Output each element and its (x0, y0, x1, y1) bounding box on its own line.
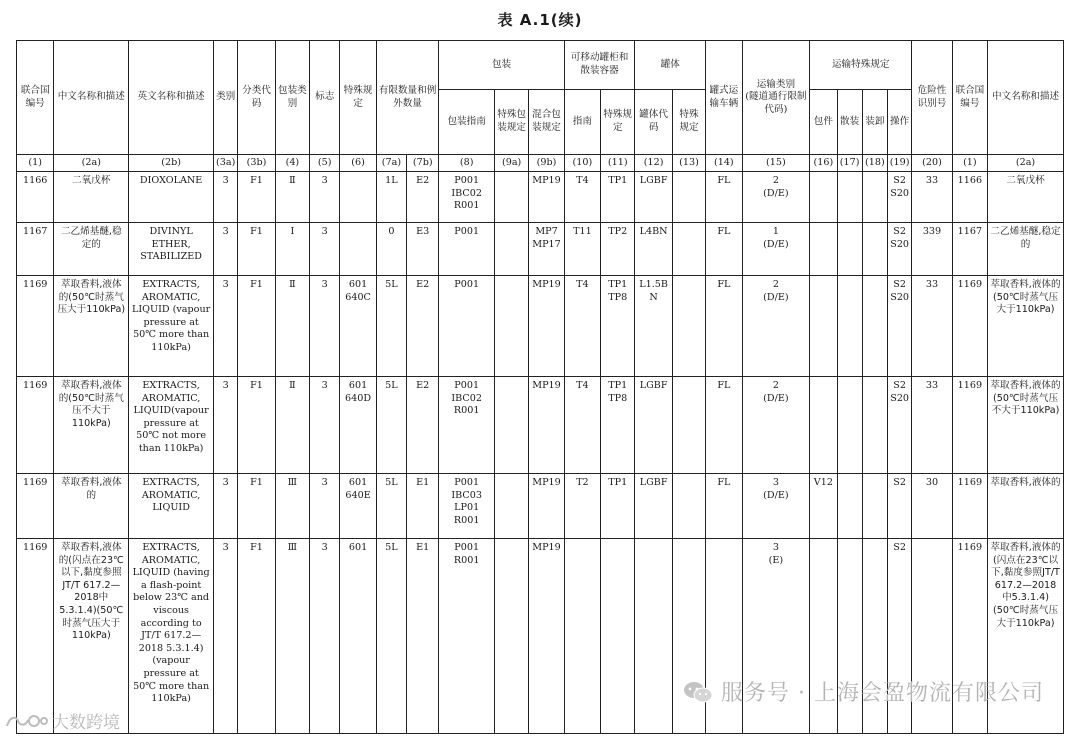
wechat-watermark (683, 676, 1044, 707)
portable-special-cell: TP2 (601, 223, 635, 276)
excepted-qty-cell: E2 (407, 172, 439, 223)
vehicle-cell: FL (706, 276, 742, 377)
header-portable-instruction: 指南 (564, 90, 600, 155)
ts-bulk-cell (837, 377, 862, 474)
mixed-packing-cell: MP19 (529, 276, 564, 377)
un-cell: 1169 (17, 474, 54, 539)
label-cell: 3 (310, 276, 340, 377)
header-pack-instruction: 包装指南 (439, 90, 495, 155)
pack-group-cell: Ⅱ (275, 276, 309, 377)
header-cn-name-right: 中文名称和描述 (988, 41, 1064, 155)
pack-group-cell: Ⅱ (275, 172, 309, 223)
ts-packages-cell (810, 223, 837, 276)
cn-name-cell: 二氧戊杯 (54, 172, 129, 223)
ts-loading-cell (862, 223, 887, 276)
ts-bulk-cell (837, 474, 862, 539)
class-cell: 3 (214, 474, 238, 539)
portable-special-cell: TP1 (601, 474, 635, 539)
un-cell: 1169 (17, 539, 54, 734)
tank-special-cell (672, 172, 705, 223)
en-name-cell: EXTRACTS, AROMATIC, LIQUID (having a flash-point below 23℃ and viscous according to JT/T 617.2—2018 5.3.1.4) (vapour pressure at 50℃ more than 110kPa) (129, 539, 214, 734)
special-provision-cell: 601 640C (340, 276, 376, 377)
cn-name-cell: 萃取香料,液体的(50℃时蒸气压不大于110kPa) (54, 377, 129, 474)
header-pack-group: 包装类别 (275, 41, 309, 155)
header-hazard-id: 危险性识别号 (912, 41, 952, 155)
ts-operation-cell: S2 (888, 474, 912, 539)
ts-loading-cell (862, 172, 887, 223)
pack-group-cell: Ⅰ (275, 223, 309, 276)
hazard-id-cell: 33 (912, 377, 952, 474)
en-name-cell: EXTRACTS, AROMATIC, LIQUID (vapour pressure at 50℃ more than 110kPa) (129, 276, 214, 377)
col-number: (8) (439, 155, 495, 172)
table-row (17, 276, 1064, 377)
cn-name-cell: 萃取香料,液体的(闪点在23℃以下,黏度参照JT/T 617.2—2018中5.3.1.4)(50℃时蒸气压大于110kPa) (54, 539, 129, 734)
un-right-cell: 1169 (952, 377, 987, 474)
portable-instruction-cell (564, 539, 600, 734)
special-provision-cell (340, 172, 376, 223)
header-limited-quantity: 有限数量和例外数量 (376, 41, 439, 155)
class-cell: 3 (214, 223, 238, 276)
tunnel-code-label: (隧道通行限制代码) (745, 91, 807, 115)
col-number: (10) (564, 155, 600, 172)
ts-loading-cell (862, 276, 887, 377)
cn-name-right-cell: 萃取香料,液体的(闪点在23℃以下,黏度参照JT/T 617.2—2018中5.3.1.4)(50℃时蒸气压大于110kPa) (988, 539, 1064, 734)
ts-operation-cell: S2 S20 (888, 276, 912, 377)
special-packing-cell (494, 223, 528, 276)
excepted-qty-cell: E2 (407, 276, 439, 377)
class-cell: 3 (214, 377, 238, 474)
col-number: (14) (706, 155, 742, 172)
class-code-cell: F1 (238, 377, 275, 474)
transport-category-value: 2 (772, 279, 779, 290)
ts-loading-cell (862, 377, 887, 474)
mixed-packing-cell: MP19 (529, 172, 564, 223)
ts-bulk-cell (837, 223, 862, 276)
col-number: (19) (888, 155, 912, 172)
pack-group-cell: Ⅲ (275, 474, 309, 539)
portable-instruction-cell: T4 (564, 377, 600, 474)
tank-code-cell: LGBF (635, 377, 672, 474)
portable-instruction-cell: T4 (564, 172, 600, 223)
class-code-cell: F1 (238, 223, 275, 276)
col-number: (1) (952, 155, 987, 172)
cn-name-right-cell: 萃取香料,液体的 (988, 474, 1064, 539)
col-number: (12) (635, 155, 672, 172)
col-number: (4) (275, 155, 309, 172)
col-number: (9b) (529, 155, 564, 172)
header-cn-name: 中文名称和描述 (54, 41, 129, 155)
label-cell: 3 (310, 539, 340, 734)
excepted-qty-cell: E3 (407, 223, 439, 276)
header-special-provisions: 特殊规定 (340, 41, 376, 155)
portable-special-cell: TP1 TP8 (601, 377, 635, 474)
class-code-cell: F1 (238, 474, 275, 539)
dangerous-goods-table (16, 40, 1064, 734)
tank-code-cell: LGBF (635, 474, 672, 539)
special-provision-cell: 601 (340, 539, 376, 734)
special-packing-cell (494, 377, 528, 474)
portable-special-cell: TP1 (601, 172, 635, 223)
transport-category-cell (742, 474, 810, 539)
transport-category-cell (742, 172, 810, 223)
special-provision-cell (340, 223, 376, 276)
special-packing-cell (494, 539, 528, 734)
col-number: (11) (601, 155, 635, 172)
un-cell: 1166 (17, 172, 54, 223)
header-portable-special: 特殊规定 (601, 90, 635, 155)
header-un-no: 联合国编号 (17, 41, 54, 155)
header-ts-packages: 包件 (810, 90, 837, 155)
transport-category-cell (742, 377, 810, 474)
table-row (17, 474, 1064, 539)
ts-operation-cell: S2 (888, 539, 912, 734)
special-packing-cell (494, 276, 528, 377)
excepted-qty-cell: E2 (407, 377, 439, 474)
tunnel-code-value: (D/E) (763, 489, 789, 501)
ts-operation-cell: S2 S20 (888, 377, 912, 474)
tunnel-code-value: (D/E) (763, 291, 789, 303)
cn-name-right-cell: 萃取香料,液体的(50℃时蒸气压不大于110kPa) (988, 377, 1064, 474)
class-code-cell: F1 (238, 276, 275, 377)
portable-instruction-cell: T2 (564, 474, 600, 539)
mixed-packing-cell: MP7 MP17 (529, 223, 564, 276)
tank-code-cell (635, 539, 672, 734)
pack-instruction-cell: P001 (439, 276, 495, 377)
table-row (17, 223, 1064, 276)
hazard-id-cell: 30 (912, 474, 952, 539)
table-row (17, 377, 1064, 474)
limited-qty-cell: 0 (376, 223, 406, 276)
tank-code-cell: LGBF (635, 172, 672, 223)
pack-instruction-cell: P001 (439, 223, 495, 276)
transport-category-cell (742, 276, 810, 377)
pack-group-cell: Ⅲ (275, 539, 309, 734)
label-cell: 3 (310, 223, 340, 276)
label-cell: 3 (310, 377, 340, 474)
hazard-id-cell: 33 (912, 172, 952, 223)
tunnel-code-value: (E) (768, 554, 784, 566)
corner-watermark (4, 708, 120, 733)
header-tank: 罐体 (635, 41, 706, 90)
pack-instruction-cell: P001 R001 (439, 539, 495, 734)
class-code-cell: F1 (238, 539, 275, 734)
col-number: (1) (17, 155, 54, 172)
limited-qty-cell: 1L (376, 172, 406, 223)
transport-category-label: 运输类别 (756, 78, 796, 90)
pack-instruction-cell: P001 IBC02 R001 (439, 172, 495, 223)
wechat-icon (683, 680, 713, 704)
tunnel-code-value: (D/E) (763, 238, 789, 250)
table-title: 表 A.1(续) (497, 11, 583, 29)
special-packing-cell (494, 172, 528, 223)
watermark-text: 服务号 · 上海会盈物流有限公司 (721, 681, 1044, 706)
pack-instruction-cell: P001 IBC03 LP01 R001 (439, 474, 495, 539)
header-en-name: 英文名称和描述 (129, 41, 214, 155)
un-right-cell: 1169 (952, 539, 987, 734)
un-cell: 1169 (17, 276, 54, 377)
col-number: (16) (810, 155, 837, 172)
header-ts-operation: 操作 (888, 90, 912, 155)
header-tank-code: 罐体代码 (635, 90, 672, 155)
transport-category-value: 3 (772, 542, 779, 553)
excepted-qty-cell: E1 (407, 539, 439, 734)
header-special-packing: 特殊包装规定 (494, 90, 528, 155)
ts-packages-cell (810, 377, 837, 474)
header-labels: 标志 (310, 41, 340, 155)
col-number: (13) (672, 155, 705, 172)
header-mixed-packing: 混合包装规定 (529, 90, 564, 155)
cn-name-cell: 萃取香料,液体的 (54, 474, 129, 539)
limited-qty-cell: 5L (376, 377, 406, 474)
pack-instruction-cell: P001 IBC02 R001 (439, 377, 495, 474)
ts-operation-cell: S2 S20 (888, 223, 912, 276)
col-number: (6) (340, 155, 376, 172)
col-number: (2a) (988, 155, 1064, 172)
header-transport-special: 运输特殊规定 (810, 41, 912, 90)
ts-packages-cell (810, 276, 837, 377)
tank-special-cell (672, 377, 705, 474)
cn-name-right-cell: 萃取香料,液体的(50℃时蒸气压大于110kPa) (988, 276, 1064, 377)
col-number: (15) (742, 155, 810, 172)
ts-loading-cell (862, 474, 887, 539)
vehicle-cell: FL (706, 377, 742, 474)
column-number-row (17, 155, 1064, 172)
col-number: (9a) (494, 155, 528, 172)
class-code-cell: F1 (238, 172, 275, 223)
hazard-id-cell: 339 (912, 223, 952, 276)
un-cell: 1167 (17, 223, 54, 276)
col-number: (2b) (129, 155, 214, 172)
brand-logo-icon (4, 712, 48, 730)
limited-qty-cell: 5L (376, 276, 406, 377)
header-transport-category (742, 41, 810, 155)
header-un-no-right: 联合国编号 (952, 41, 987, 155)
ts-bulk-cell (837, 276, 862, 377)
pack-group-cell: Ⅱ (275, 377, 309, 474)
special-provision-cell: 601 640E (340, 474, 376, 539)
header-row-1 (17, 41, 1064, 90)
col-number: (3b) (238, 155, 275, 172)
transport-category-value: 3 (772, 477, 779, 488)
ts-packages-cell: V12 (810, 474, 837, 539)
col-number: (17) (837, 155, 862, 172)
vehicle-cell: FL (706, 223, 742, 276)
tunnel-code-value: (D/E) (763, 392, 789, 404)
header-ts-loading: 装卸 (862, 90, 887, 155)
special-provision-cell: 601 640D (340, 377, 376, 474)
tank-code-cell: L1.5BN (635, 276, 672, 377)
header-tank-vehicle: 罐式运输车辆 (706, 41, 742, 155)
portable-special-cell (601, 539, 635, 734)
col-number: (7b) (407, 155, 439, 172)
transport-category-value: 2 (772, 380, 779, 391)
header-class: 类别 (214, 41, 238, 155)
transport-category-value: 2 (772, 175, 779, 186)
tank-special-cell (672, 474, 705, 539)
un-cell: 1169 (17, 377, 54, 474)
cn-name-right-cell: 二氧戊杯 (988, 172, 1064, 223)
vehicle-cell: FL (706, 474, 742, 539)
table-row (17, 172, 1064, 223)
mixed-packing-cell: MP19 (529, 474, 564, 539)
un-right-cell: 1166 (952, 172, 987, 223)
header-packaging: 包装 (439, 41, 564, 90)
tank-special-cell (672, 223, 705, 276)
vehicle-cell: FL (706, 172, 742, 223)
mixed-packing-cell: MP19 (529, 377, 564, 474)
col-number: (5) (310, 155, 340, 172)
cn-name-cell: 萃取香料,液体的(50℃时蒸气压大于110kPa) (54, 276, 129, 377)
class-cell: 3 (214, 172, 238, 223)
hazard-id-cell: 33 (912, 276, 952, 377)
en-name-cell: DIOXOLANE (129, 172, 214, 223)
header-portable-tanks: 可移动罐柜和散装容器 (564, 41, 635, 90)
header-ts-bulk: 散装 (837, 90, 862, 155)
portable-instruction-cell: T4 (564, 276, 600, 377)
tank-code-cell: L4BN (635, 223, 672, 276)
cn-name-right-cell: 二乙烯基醚,稳定的 (988, 223, 1064, 276)
portable-special-cell: TP1 TP8 (601, 276, 635, 377)
mixed-packing-cell: MP19 (529, 539, 564, 734)
transport-category-cell (742, 223, 810, 276)
corner-watermark-text: 大数跨境 (52, 713, 120, 733)
col-number: (2a) (54, 155, 129, 172)
transport-category-value: 1 (772, 226, 779, 237)
col-number: (20) (912, 155, 952, 172)
class-cell: 3 (214, 276, 238, 377)
limited-qty-cell: 5L (376, 474, 406, 539)
header-tank-special: 特殊规定 (672, 90, 705, 155)
cn-name-cell: 二乙烯基醚,稳定的 (54, 223, 129, 276)
en-name-cell: EXTRACTS, AROMATIC, LIQUID(vapour pressure at 50℃ not more than 110kPa) (129, 377, 214, 474)
ts-bulk-cell (837, 172, 862, 223)
label-cell: 3 (310, 172, 340, 223)
portable-instruction-cell: T11 (564, 223, 600, 276)
class-cell: 3 (214, 539, 238, 734)
ts-operation-cell: S2 S20 (888, 172, 912, 223)
un-right-cell: 1167 (952, 223, 987, 276)
en-name-cell: EXTRACTS, AROMATIC, LIQUID (129, 474, 214, 539)
special-packing-cell (494, 474, 528, 539)
header-class-code: 分类代码 (238, 41, 275, 155)
tank-special-cell (672, 276, 705, 377)
en-name-cell: DIVINYL ETHER, STABILIZED (129, 223, 214, 276)
un-right-cell: 1169 (952, 474, 987, 539)
tunnel-code-value: (D/E) (763, 187, 789, 199)
un-right-cell: 1169 (952, 276, 987, 377)
excepted-qty-cell: E1 (407, 474, 439, 539)
label-cell: 3 (310, 474, 340, 539)
col-number: (3a) (214, 155, 238, 172)
col-number: (7a) (376, 155, 406, 172)
col-number: (18) (862, 155, 887, 172)
limited-qty-cell: 5L (376, 539, 406, 734)
ts-packages-cell (810, 172, 837, 223)
